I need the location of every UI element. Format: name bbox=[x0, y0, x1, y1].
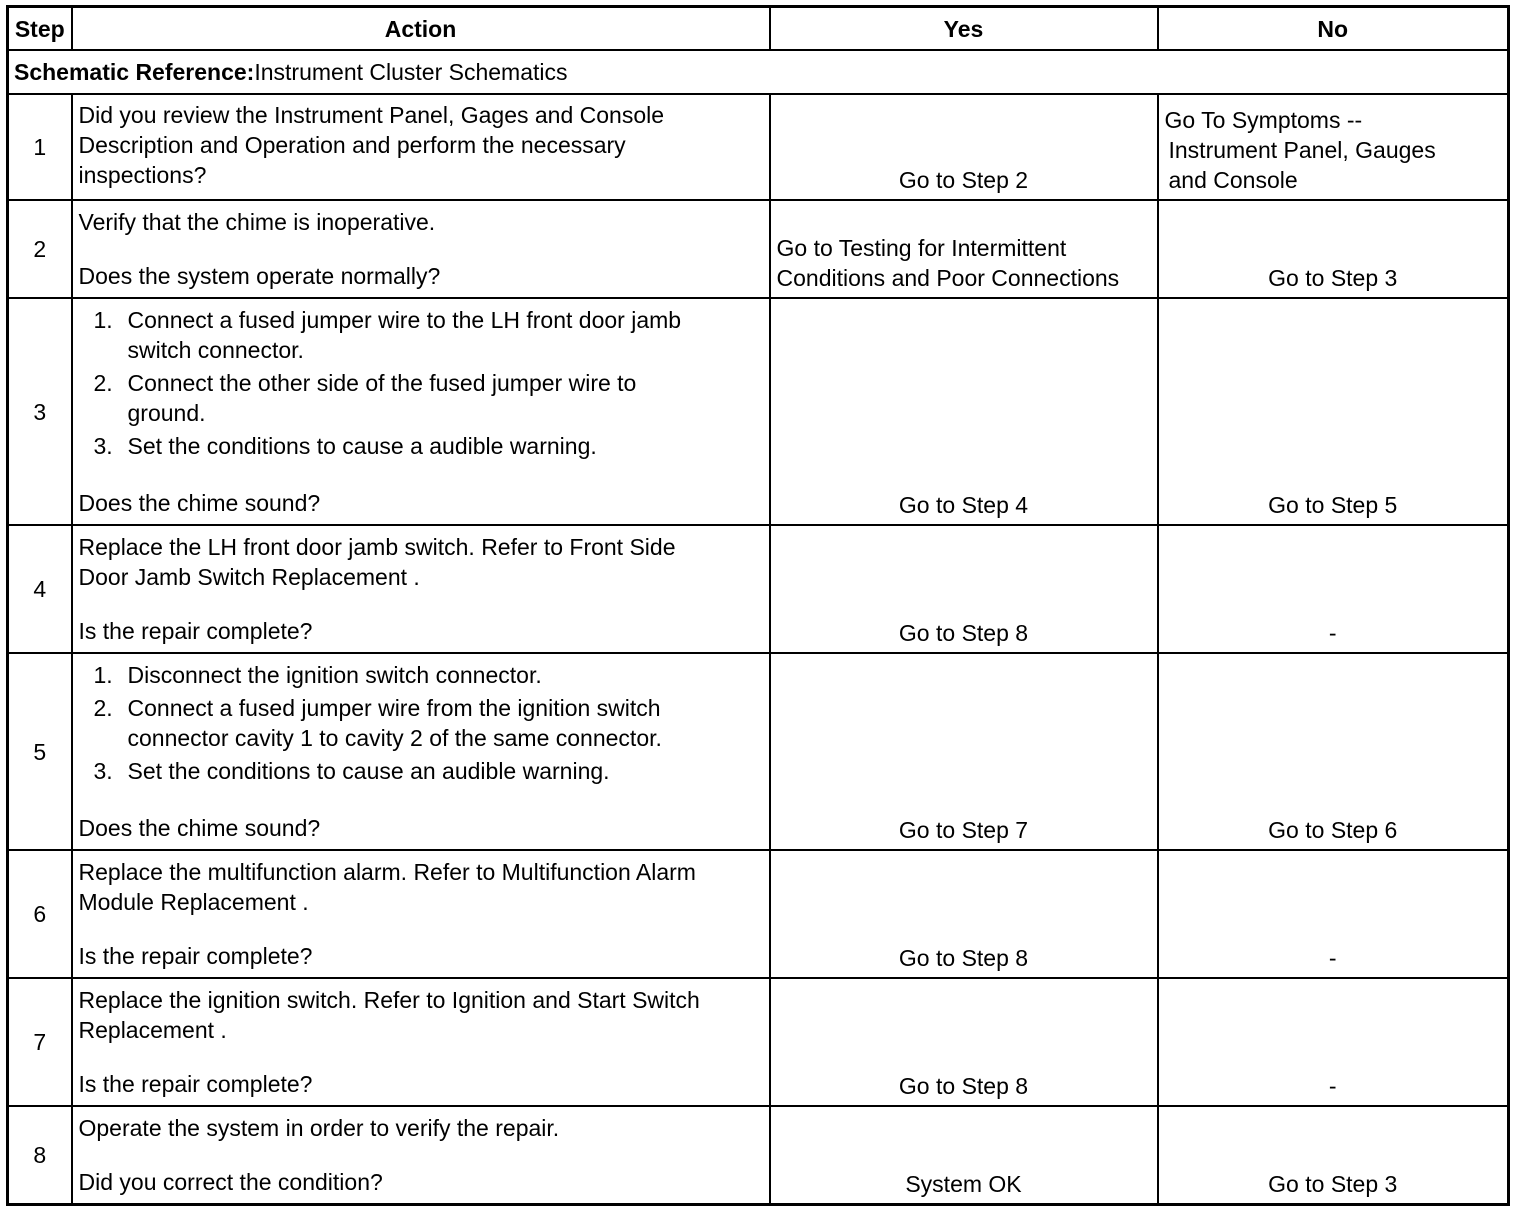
no-cell bbox=[1158, 200, 1509, 298]
table-row bbox=[8, 978, 1509, 1106]
table-row bbox=[8, 653, 1509, 850]
no-link-line[interactable]: Go To Symptoms -- bbox=[1164, 107, 1363, 133]
no-cell bbox=[1158, 525, 1509, 653]
action-line: Verify that the chime is inoperative. bbox=[78, 209, 436, 235]
list-item: 2. Connect a fused jumper wire from the ignition switch connector cavity 1 to cavity 2 of the same connector. bbox=[93, 695, 662, 751]
no-cell bbox=[1158, 850, 1509, 978]
question: Does the chime sound? bbox=[78, 490, 321, 516]
schematic-reference bbox=[8, 50, 1509, 94]
question: Is the repair complete? bbox=[78, 618, 313, 644]
no-cell bbox=[1158, 653, 1509, 850]
question: Does the system operate normally? bbox=[78, 263, 441, 289]
yes-cell bbox=[770, 1106, 1158, 1205]
no-value: - bbox=[1328, 945, 1337, 971]
step-number: 2 bbox=[8, 200, 72, 298]
yes-cell bbox=[770, 298, 1158, 525]
no-cell bbox=[1158, 298, 1509, 525]
list-item: 1. Connect a fused jumper wire to the LH front door jamb switch connector. bbox=[93, 307, 682, 363]
yes-link[interactable]: Go to Step 8 bbox=[898, 945, 1029, 971]
question: Did you correct the condition? bbox=[78, 1169, 383, 1195]
no-link[interactable]: Go to Step 6 bbox=[1268, 817, 1398, 843]
step-number: 7 bbox=[8, 978, 72, 1106]
action-cell bbox=[72, 298, 770, 525]
list-item: 3. Set the conditions to cause a audible warning. bbox=[93, 433, 597, 459]
action-cell bbox=[72, 978, 770, 1106]
action-line: inspections? bbox=[78, 162, 207, 188]
header-action: Action bbox=[72, 7, 770, 51]
schematic-label: Schematic Reference: bbox=[14, 59, 255, 85]
action-cell bbox=[72, 850, 770, 978]
no-value: - bbox=[1328, 620, 1337, 646]
question: Does the chime sound? bbox=[78, 815, 321, 841]
no-cell bbox=[1158, 978, 1509, 1106]
yes-link[interactable]: Go to Step 8 bbox=[898, 1073, 1029, 1099]
no-link[interactable]: Go to Step 3 bbox=[1268, 1171, 1398, 1197]
table-row bbox=[8, 298, 1509, 525]
header-step: Step bbox=[8, 7, 72, 51]
action-line: Door Jamb Switch Replacement . bbox=[78, 564, 420, 590]
step-number: 1 bbox=[8, 94, 72, 200]
yes-link[interactable]: Go to Step 7 bbox=[898, 817, 1029, 843]
no-link-line[interactable]: and Console bbox=[1168, 167, 1298, 193]
list-item: 1. Disconnect the ignition switch connector. bbox=[93, 662, 542, 688]
action-line: Module Replacement . bbox=[78, 889, 309, 915]
step-number: 6 bbox=[8, 850, 72, 978]
procedure-list bbox=[79, 660, 761, 786]
table-row bbox=[8, 94, 1509, 200]
yes-cell bbox=[770, 978, 1158, 1106]
table-row bbox=[8, 200, 1509, 298]
no-value: - bbox=[1328, 1073, 1337, 1099]
step-number: 8 bbox=[8, 1106, 72, 1205]
action-line: Replacement . bbox=[78, 1017, 227, 1043]
yes-value: System OK bbox=[905, 1171, 1022, 1197]
no-link-line[interactable]: Instrument Panel, Gauges bbox=[1168, 137, 1436, 163]
yes-link[interactable]: Go to Step 2 bbox=[898, 167, 1029, 193]
action-line: Replace the multifunction alarm. Refer to Multifunction Alarm bbox=[78, 859, 696, 885]
header-no: No bbox=[1158, 7, 1509, 51]
action-line: Operate the system in order to verify the repair. bbox=[78, 1115, 560, 1141]
no-link[interactable]: Go to Step 5 bbox=[1268, 492, 1398, 518]
action-cell bbox=[72, 525, 770, 653]
action-cell bbox=[72, 94, 770, 200]
step-number: 3 bbox=[8, 298, 72, 525]
yes-cell bbox=[770, 850, 1158, 978]
yes-cell bbox=[770, 653, 1158, 850]
schematic-link[interactable]: Instrument Cluster Schematics bbox=[254, 59, 568, 85]
procedure-list bbox=[79, 305, 761, 461]
yes-link[interactable]: Go to Step 4 bbox=[898, 492, 1029, 518]
action-line: Replace the LH front door jamb switch. Refer to Front Side bbox=[78, 534, 676, 560]
table-row bbox=[8, 850, 1509, 978]
diagnostic-table bbox=[6, 5, 1510, 1206]
no-link[interactable]: Go to Step 3 bbox=[1268, 265, 1398, 291]
yes-cell bbox=[770, 525, 1158, 653]
yes-link-line[interactable]: Conditions and Poor Connections bbox=[776, 265, 1120, 291]
header-yes: Yes bbox=[770, 7, 1158, 51]
action-cell bbox=[72, 200, 770, 298]
no-cell bbox=[1158, 94, 1509, 200]
yes-cell bbox=[770, 200, 1158, 298]
action-line: Replace the ignition switch. Refer to Ignition and Start Switch bbox=[78, 987, 700, 1013]
header-row bbox=[8, 7, 1509, 51]
schematic-row bbox=[8, 50, 1509, 94]
action-line: Did you review the Instrument Panel, Gages and Console bbox=[78, 102, 665, 128]
step-number: 4 bbox=[8, 525, 72, 653]
no-cell bbox=[1158, 1106, 1509, 1205]
yes-link-line[interactable]: Go to Testing for Intermittent bbox=[776, 235, 1067, 261]
question: Is the repair complete? bbox=[78, 1071, 313, 1097]
question: Is the repair complete? bbox=[78, 943, 313, 969]
step-number: 5 bbox=[8, 653, 72, 850]
action-cell bbox=[72, 653, 770, 850]
yes-cell bbox=[770, 94, 1158, 200]
yes-link[interactable]: Go to Step 8 bbox=[898, 620, 1029, 646]
list-item: 3. Set the conditions to cause an audible warning. bbox=[93, 758, 610, 784]
table-row bbox=[8, 525, 1509, 653]
list-item: 2. Connect the other side of the fused jumper wire to ground. bbox=[93, 370, 637, 426]
table-row bbox=[8, 1106, 1509, 1205]
action-cell bbox=[72, 1106, 770, 1205]
action-line: Description and Operation and perform the necessary bbox=[78, 132, 626, 158]
